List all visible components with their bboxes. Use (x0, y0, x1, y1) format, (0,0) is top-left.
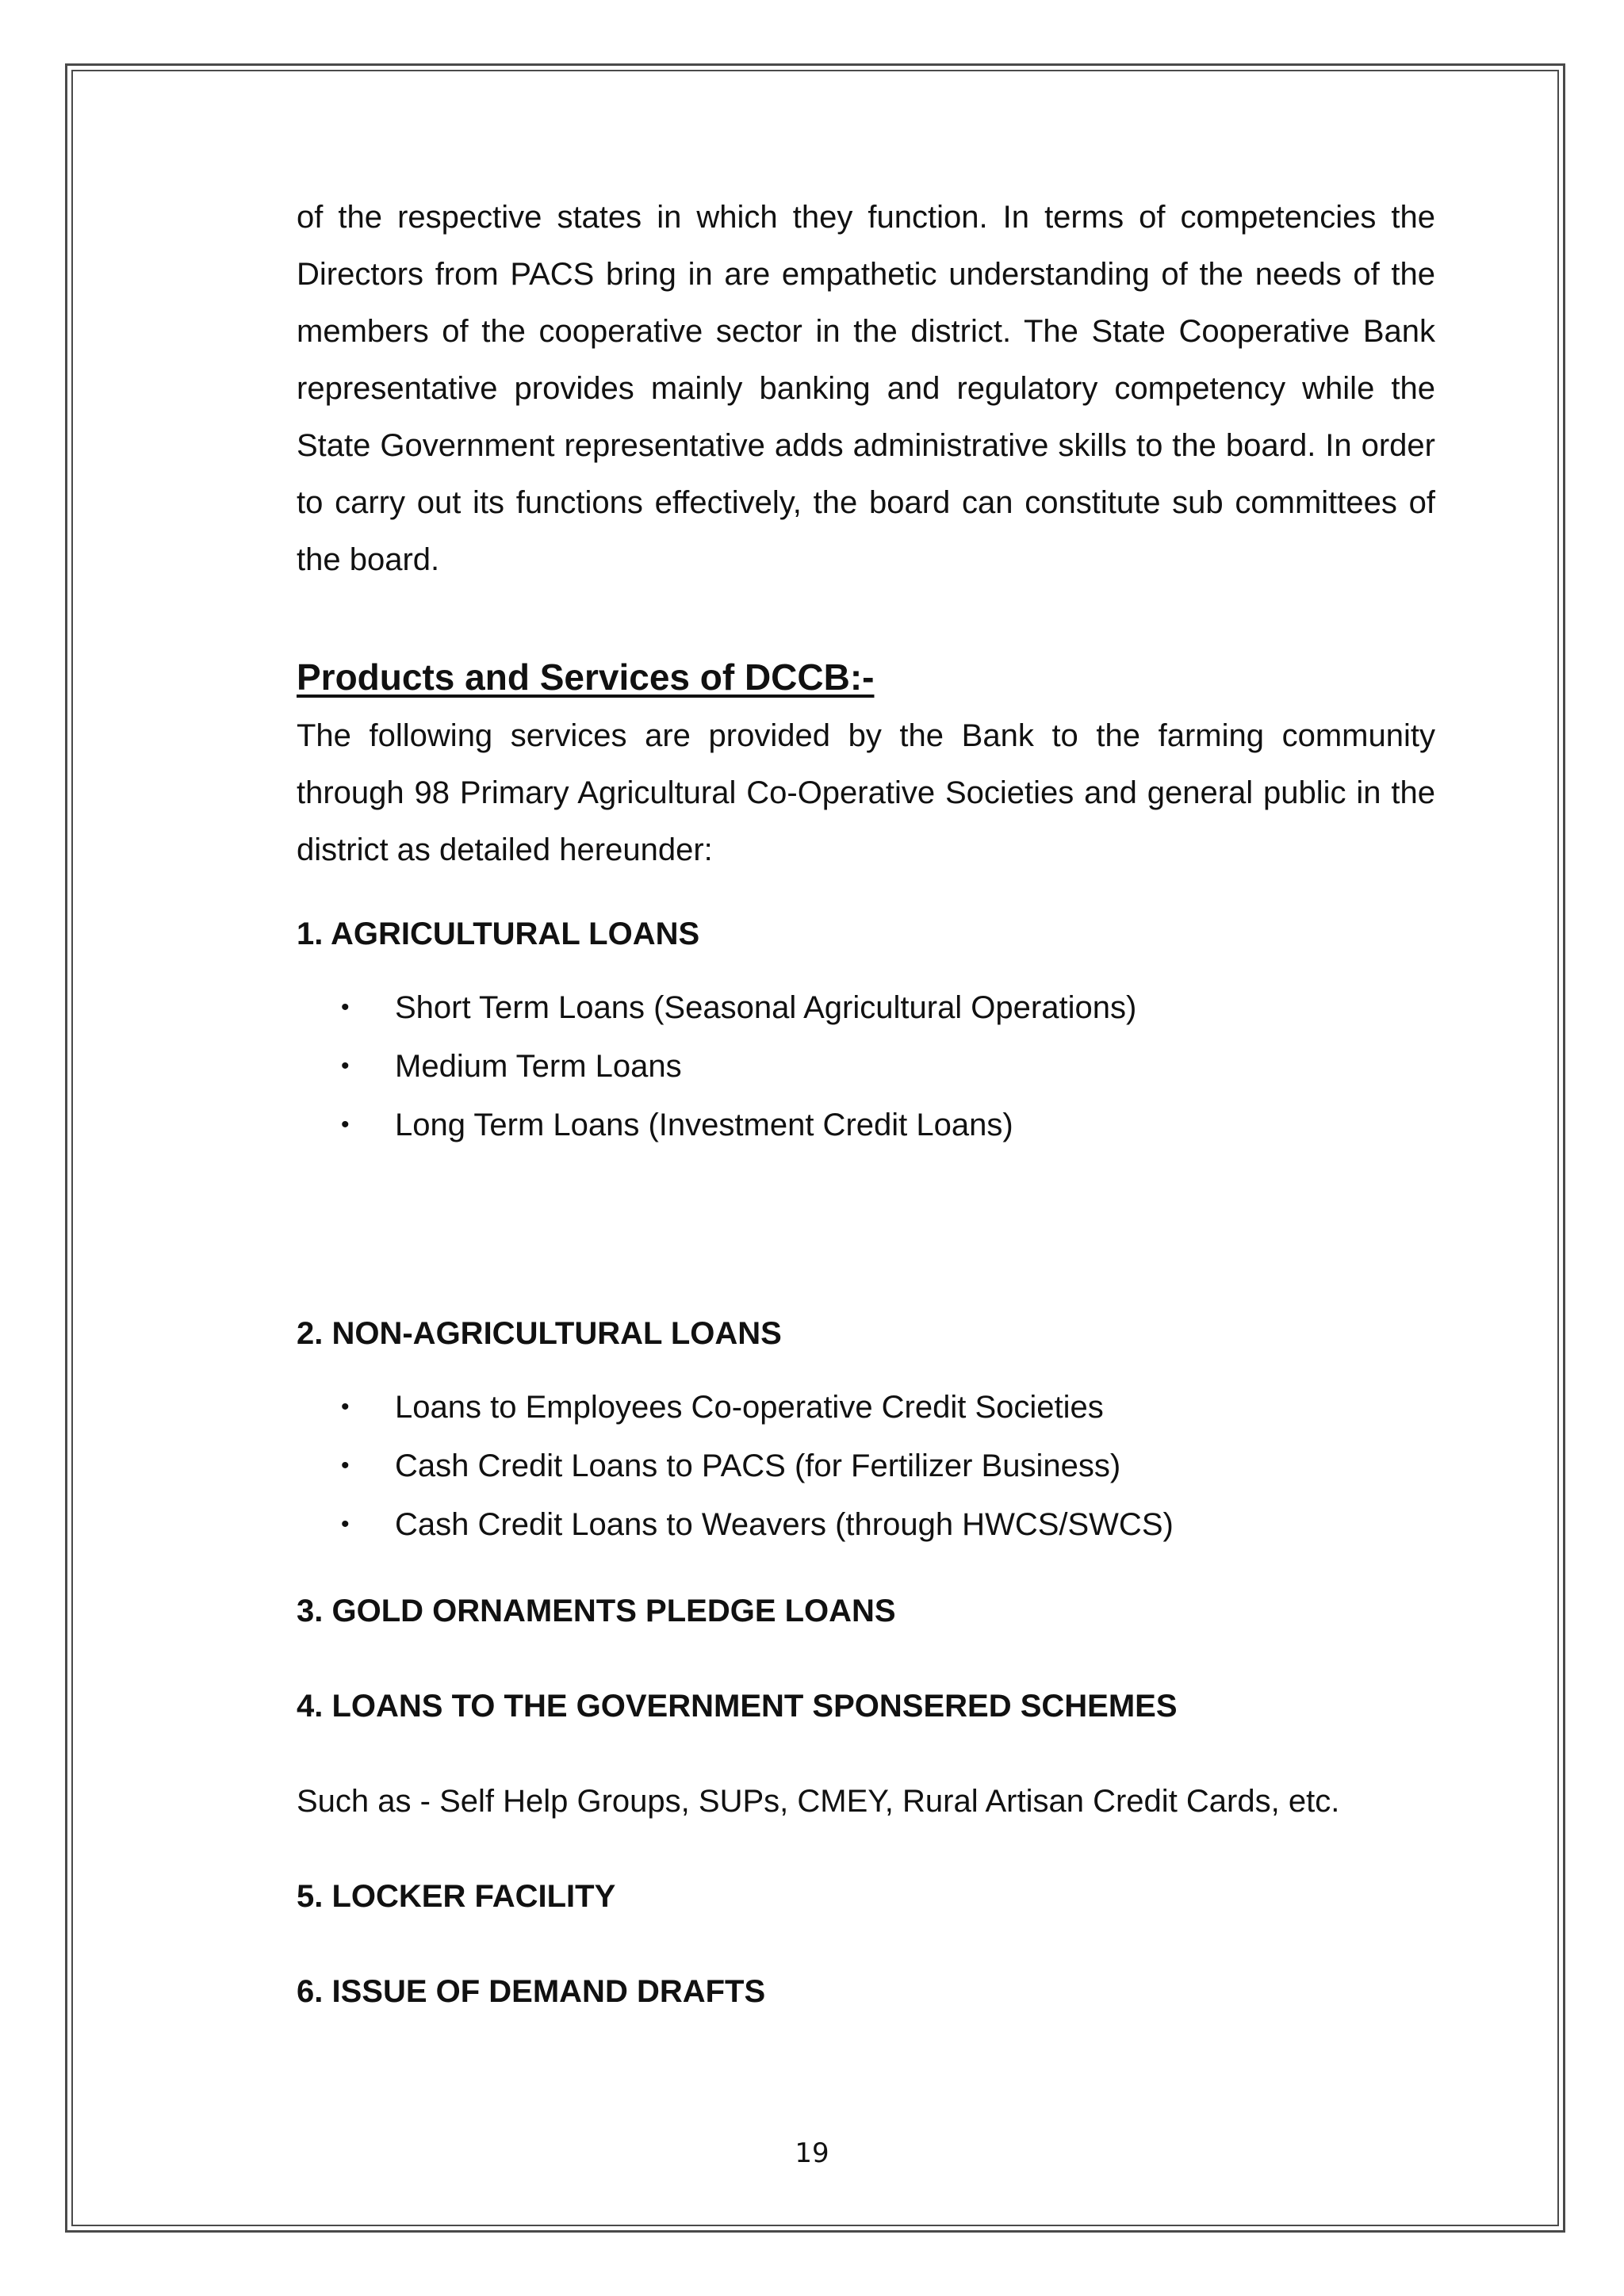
list-item-text: Medium Term Loans (395, 1049, 682, 1084)
section-demand-drafts-title: 6. ISSUE OF DEMAND DRAFTS (297, 1974, 766, 2009)
section-govt-schemes-title: 4. LOANS TO THE GOVERNMENT SPONSERED SCHEMES (297, 1689, 1178, 1724)
list-item-text: Cash Credit Loans to Weavers (through HWCS/SWCS) (395, 1507, 1174, 1542)
section-agricultural-loans-title: 1. AGRICULTURAL LOANS (297, 916, 700, 951)
agricultural-loans-list (297, 978, 1435, 1154)
list-item-text: Long Term Loans (Investment Credit Loans) (395, 1108, 1013, 1142)
section-non-agricultural-loans-title: 2. NON-AGRICULTURAL LOANS (297, 1316, 782, 1351)
govt-schemes-description: Such as - Self Help Groups, SUPs, CMEY, Rural Artisan Credit Cards, etc. (297, 1784, 1340, 1819)
list-item-text: Short Term Loans (Seasonal Agricultural Operations) (395, 990, 1137, 1025)
section-locker-title: 5. LOCKER FACILITY (297, 1879, 616, 1914)
list-item (297, 1096, 1435, 1154)
list-item (297, 1495, 1435, 1554)
list-item (297, 1378, 1435, 1437)
services-intro-paragraph: The following services are provided by the Bank to the farming community through 98 Primary Agricultural Co-Operative Societies and general public in the district as detailed hereunder: (297, 718, 1435, 867)
bullet-icon: • (341, 1394, 350, 1420)
bullet-icon: • (341, 1511, 350, 1537)
intro-paragraph: of the respective states in which they function. In terms of competencies the Directors from PACS bring in are empathetic understanding of the needs of the members of the cooperative sector in the district. The State Cooperative Bank representative provides mainly banking and regulatory competency while the State Government representative adds administrative skills to the board. In order to carry out its functions effectively, the board can constitute sub committees of the board. (297, 200, 1435, 577)
products-services-heading: Products and Services of DCCB:- (297, 656, 875, 698)
bullet-icon: • (341, 1112, 350, 1138)
list-item (297, 1437, 1435, 1495)
bullet-icon: • (341, 1053, 350, 1079)
bullet-icon: • (341, 1452, 350, 1479)
page-content (297, 189, 1435, 2014)
list-item-text: Loans to Employees Co-operative Credit Societies (395, 1390, 1104, 1425)
list-item (297, 1037, 1435, 1096)
section-gold-loans-title: 3. GOLD ORNAMENTS PLEDGE LOANS (297, 1594, 896, 1628)
page-number: 19 (795, 2137, 829, 2169)
bullet-icon: • (341, 994, 350, 1020)
list-item-text: Cash Credit Loans to PACS (for Fertilizer Business) (395, 1448, 1121, 1483)
list-item (297, 978, 1435, 1037)
non-agricultural-loans-list (297, 1378, 1435, 1554)
